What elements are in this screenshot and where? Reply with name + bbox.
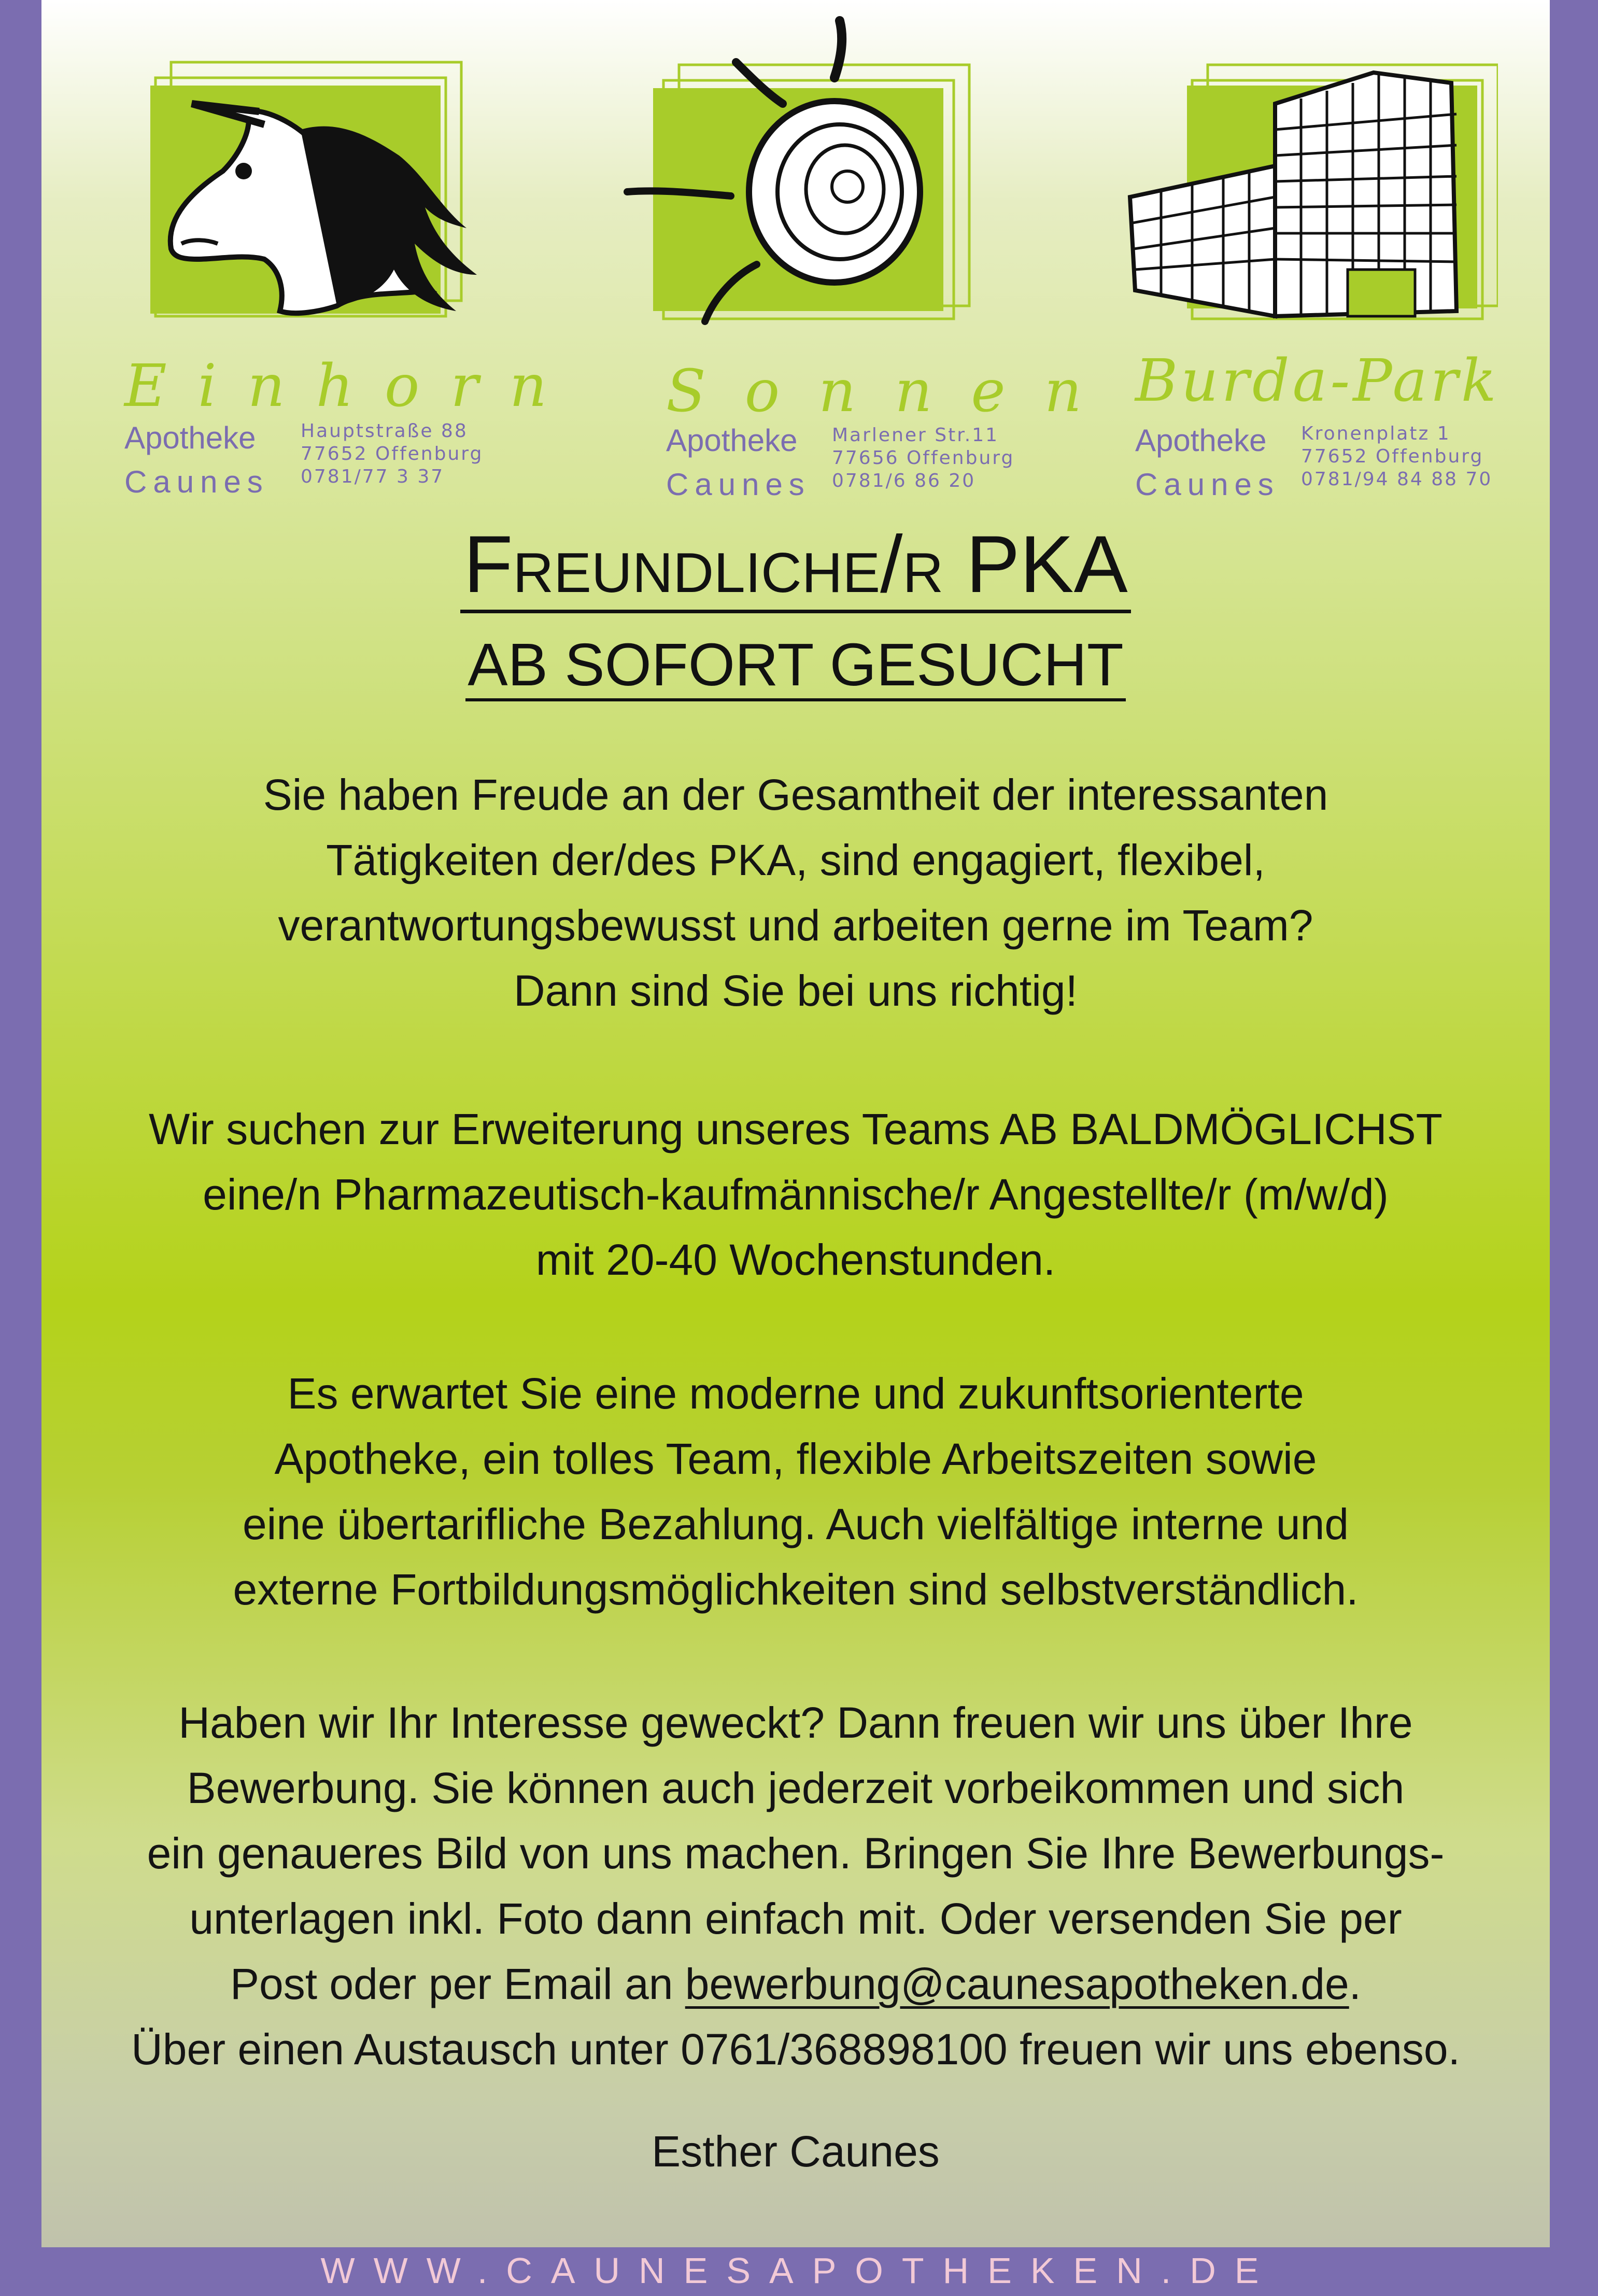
paragraph-offer [41,1361,1550,1622]
text-line: eine übertarifliche Bezahlung. Auch vielfältige interne und [242,1500,1349,1548]
address-block [301,420,483,488]
email-line [41,1951,1550,2017]
address-city: 77652 Offenburg [1301,446,1484,467]
address-street: Hauptstraße 88 [301,420,468,442]
brand-script: Einhorn [124,353,578,420]
logo-einhorn [93,0,578,508]
text-line: Haben wir Ihr Interesse geweckt? Dann freuen wir uns über Ihre [178,1698,1413,1747]
text-line: Es erwartet Sie eine moderne und zukunftsorienterte [287,1369,1304,1418]
address-phone: 0781/77 3 37 [301,466,445,487]
website-url[interactable]: WWW.CAUNESAPOTHEKEN.DE [320,2250,1278,2291]
owner-label: Caunes [666,467,811,502]
email-link[interactable]: bewerbung@caunesapotheken.de [685,1960,1349,2008]
text-line: eine/n Pharmazeutisch-kaufmännische/r Angestellte/r (m/w/d) [203,1170,1389,1219]
address-phone: 0781/94 84 88 70 [1301,469,1493,490]
owner-label: Caunes [124,464,269,499]
poster [41,0,1550,2247]
paragraph-intro [41,762,1550,1023]
text-line: unterlagen inkl. Foto dann einfach mit. Oder versenden Sie per [189,1894,1402,1943]
text-line: mit 20-40 Wochenstunden. [535,1235,1056,1284]
building-icon [1104,0,1498,353]
text-line: Bewerbung. Sie können auch jederzeit vorbeikommen und sich [187,1764,1405,1812]
owner-label: Caunes [1135,467,1280,502]
sun-icon [612,0,1006,353]
text-line: Wir suchen zur Erweiterung unseres Teams AB BALDMÖGLICHST [148,1105,1443,1153]
apotheke-label: Apotheke [1135,423,1267,458]
text-line: ein genaueres Bild von uns machen. Bringen Sie Ihre Bewerbungs- [147,1829,1445,1878]
phone-line: Über einen Austausch unter 0761/368898100 freuen wir uns ebenso. [131,2025,1460,2074]
job-title-prefix: Freundliche/r [463,519,944,610]
apotheke-label: Apotheke [666,423,798,458]
signature: Esther Caunes [652,2127,940,2176]
text-line: verantwortungsbewusst und arbeiten gerne im Team? [278,901,1313,950]
job-subtitle [41,630,1550,699]
address-block [1301,422,1492,491]
apotheke-label: Apotheke [124,420,256,455]
logo-burda-park [1104,0,1550,508]
paragraph-position [41,1096,1550,1292]
unicorn-icon [93,0,487,332]
address-phone: 0781/6 86 20 [832,470,976,491]
brand-script: Burda-Park [1135,347,1500,415]
email-suffix: . [1349,1960,1362,2008]
job-title-suffix: PKA [966,519,1128,610]
text-line: externe Fortbildungsmöglichkeiten sind selbstverständlich. [233,1565,1359,1614]
logo-sonnen [612,0,1121,508]
job-subtitle-text: AB SOFORT GESUCHT [465,631,1125,701]
address-street: Marlener Str.11 [832,425,999,446]
address-city: 77656 Offenburg [832,447,1015,469]
email-prefix: Post oder per Email an [230,1960,685,2008]
text-line: Apotheke, ein tolles Team, flexible Arbeitszeiten sowie [274,1434,1317,1483]
text-line: Dann sind Sie bei uns richtig! [514,966,1078,1015]
text-line: Tätigkeiten der/des PKA, sind engagiert, flexibel, [326,836,1265,884]
address-city: 77652 Offenburg [301,443,484,464]
brand-script: Sonnen [666,358,1121,425]
job-title [41,518,1550,611]
paragraph-apply [41,1690,1550,2082]
address-street: Kronenplatz 1 [1301,423,1451,444]
text-line: Sie haben Freude an der Gesamtheit der interessanten [263,770,1328,819]
address-block [832,424,1014,492]
